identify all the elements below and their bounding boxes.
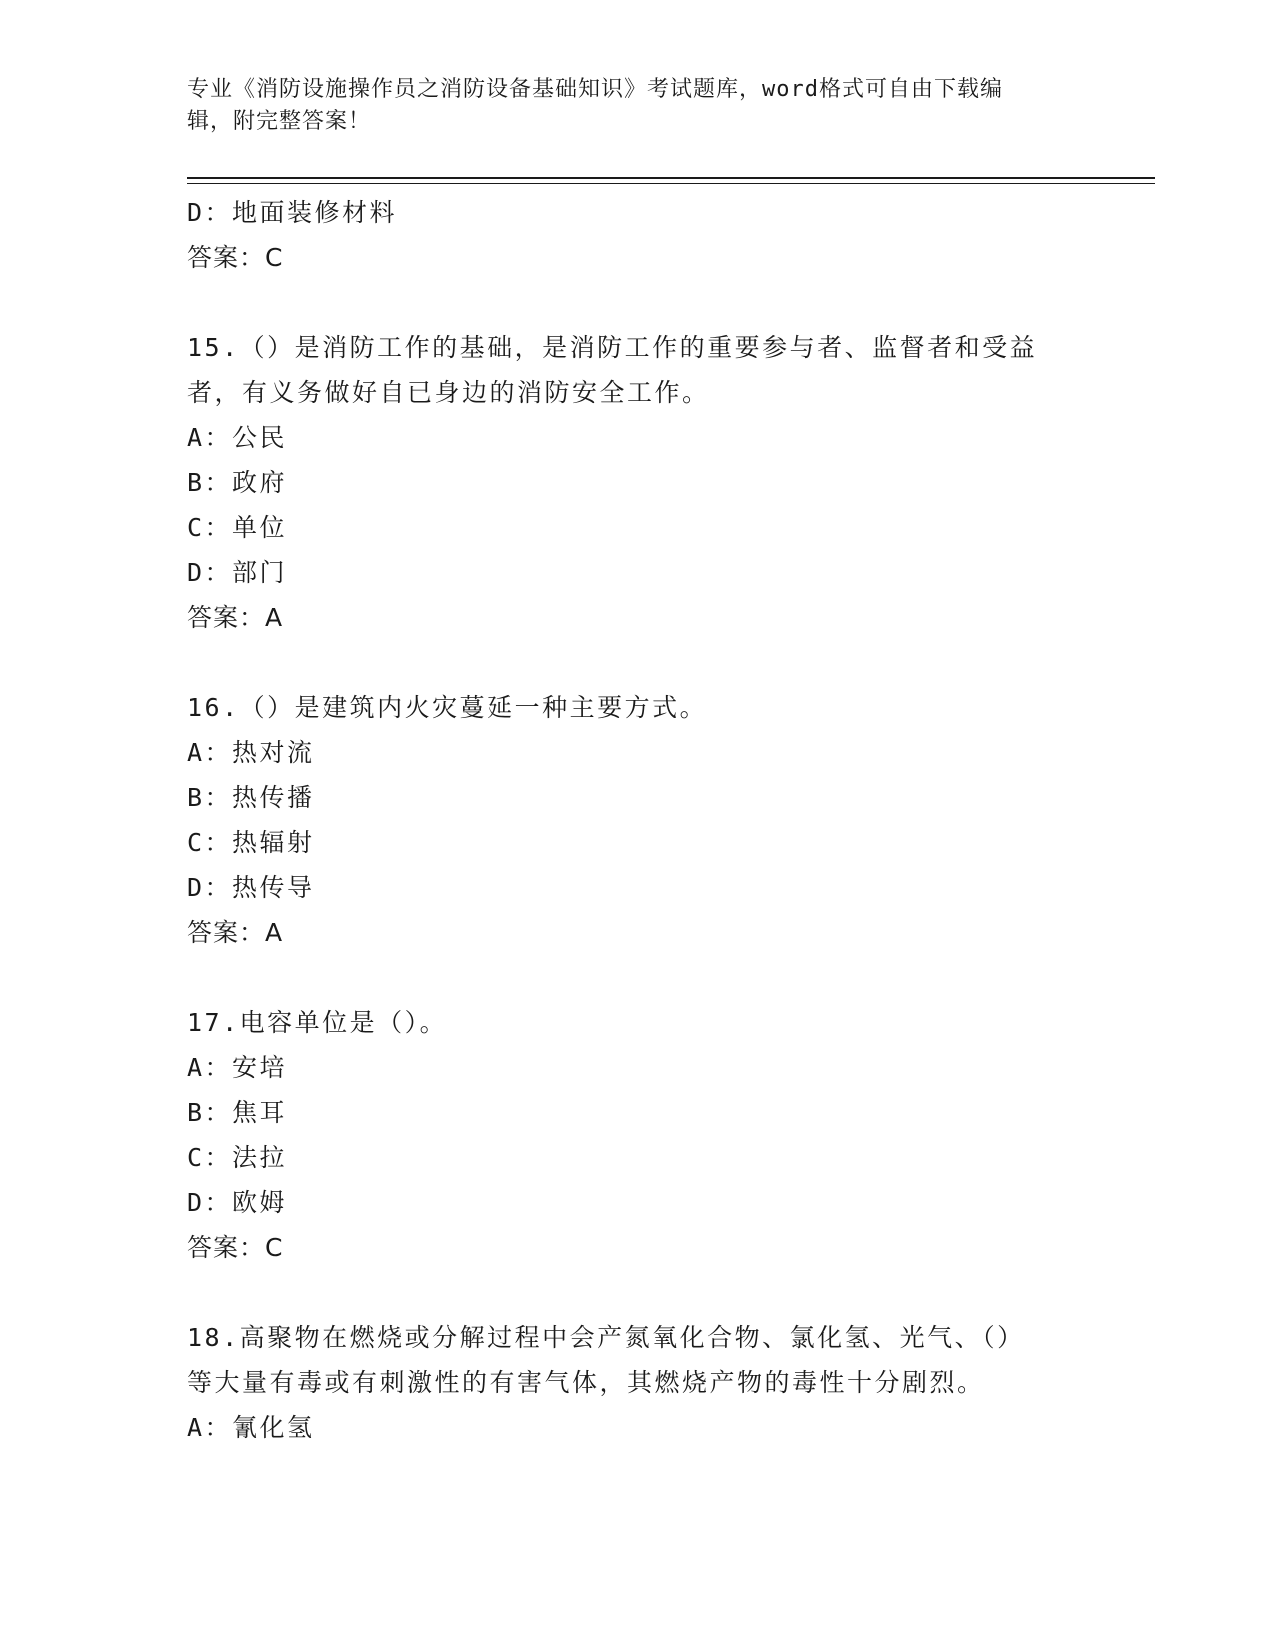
option-c: C：热辐射 bbox=[187, 828, 315, 857]
spacer bbox=[187, 280, 1087, 325]
option-a: A：安培 bbox=[187, 1053, 288, 1082]
header-line-2: 辑，附完整答案！ bbox=[187, 109, 372, 134]
question-stem-continued: 者，有义务做好自已身边的消防安全工作。 bbox=[187, 378, 710, 407]
header-line-1: 专业《消防设施操作员之消防设备基础知识》考试题库，word格式可自由下载编 bbox=[187, 77, 1003, 102]
question-16 bbox=[187, 685, 1087, 955]
answer-line: 答案：A bbox=[187, 603, 284, 632]
answer-line: 答案：C bbox=[187, 243, 284, 272]
question-stem: 17.电容单位是（）。 bbox=[187, 1008, 448, 1037]
question-stem: 15.（）是消防工作的基础，是消防工作的重要参与者、监督者和受益 bbox=[187, 333, 1038, 362]
question-stem-continued: 等大量有毒或有刺激性的有害气体，其燃烧产物的毒性十分剧烈。 bbox=[187, 1368, 985, 1397]
option-a: A：热对流 bbox=[187, 738, 315, 767]
option-d: D：热传导 bbox=[187, 873, 315, 902]
question-18 bbox=[187, 1315, 1087, 1450]
option-b: B：热传播 bbox=[187, 783, 315, 812]
option-d: D：部门 bbox=[187, 558, 288, 587]
option-d: D：欧姆 bbox=[187, 1188, 288, 1217]
spacer bbox=[187, 955, 1087, 1000]
question-15 bbox=[187, 325, 1087, 640]
question-14-tail bbox=[187, 190, 1087, 280]
option-c: C：法拉 bbox=[187, 1143, 288, 1172]
option-a: A：公民 bbox=[187, 423, 288, 452]
option-b: B：政府 bbox=[187, 468, 288, 497]
header-divider-thin bbox=[187, 183, 1155, 184]
question-list bbox=[187, 190, 1087, 1450]
document-header bbox=[187, 74, 1087, 138]
option-a: A：氰化氢 bbox=[187, 1413, 315, 1442]
answer-line: 答案：A bbox=[187, 918, 284, 947]
option-b: B：焦耳 bbox=[187, 1098, 288, 1127]
spacer bbox=[187, 1270, 1087, 1315]
option-c: C：单位 bbox=[187, 513, 288, 542]
option-d: D：地面装修材料 bbox=[187, 198, 398, 227]
question-stem: 18.高聚物在燃烧或分解过程中会产氮氧化合物、氯化氢、光气、（） bbox=[187, 1323, 1025, 1352]
answer-line: 答案：C bbox=[187, 1233, 284, 1262]
spacer bbox=[187, 640, 1087, 685]
question-17 bbox=[187, 1000, 1087, 1270]
question-stem: 16.（）是建筑内火灾蔓延一种主要方式。 bbox=[187, 693, 708, 722]
header-divider-thick bbox=[187, 177, 1155, 179]
